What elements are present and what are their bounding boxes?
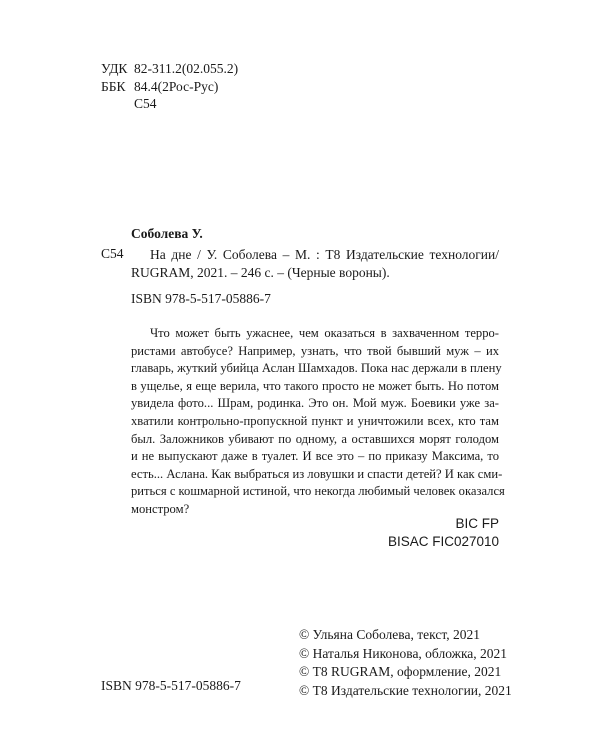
author-mark-row [101, 95, 238, 113]
bibliographic-description [131, 246, 499, 282]
annotation-line: риться с кошмарной истиной, что некогда любимый человек оказался [131, 484, 505, 499]
bbk-value: 84.4(2Рос-Рус) [134, 78, 219, 94]
bbk-label: ББК [101, 78, 126, 94]
author-mark: С54 [134, 96, 157, 111]
annotation-line: Что может быть ужаснее, чем оказаться в захваченном терро- [150, 326, 499, 340]
bic-code: BIC FP [455, 516, 499, 531]
isbn-bottom: ISBN 978-5-517-05886-7 [101, 678, 241, 693]
copyright-block [299, 626, 512, 700]
biblio-line: На дне / У. Соболева – М. : Т8 Издательские технологии/ [150, 247, 499, 262]
annotation-line: монстром? [131, 501, 190, 516]
annotation-line: есть... Аслана. Как выбраться из ловушки и спасти детей? И как сми- [131, 466, 503, 481]
annotation-line: хватили контрольно-пропускной пункт и уничтожили всех, кто там [131, 413, 499, 428]
catalog-code: С54 [101, 246, 124, 261]
bisac-code: BISAC FIC027010 [387, 534, 499, 549]
annotation-line: был. Заложников убивают по одному, а оставшихся морят голодом [131, 431, 499, 446]
copyright-line: © Т8 RUGRAM, оформление, 2021 [299, 664, 502, 679]
author-name: Соболева У. [131, 226, 203, 241]
biblio-line: RUGRAM, 2021. – 246 с. – (Черные вороны). [131, 265, 390, 280]
copyright-line: © Наталья Никонова, обложка, 2021 [299, 645, 508, 661]
copyright-line: © Т8 Издательские технологии, 2021 [299, 682, 512, 698]
udk-value: 82-311.2(02.055.2) [134, 61, 239, 76]
classification-block [101, 60, 238, 113]
annotation [131, 325, 505, 519]
bbk-row [101, 78, 238, 96]
annotation-line: в ущелье, я еще верила, что такого просто не может быть. Но потом [131, 378, 499, 393]
udk-label: УДК [101, 61, 128, 76]
annotation-line: главарь, жуткий убийца Аслан Шамхадов. Пока нас держали в плену [131, 361, 502, 376]
subject-codes [388, 515, 499, 551]
annotation-line: увидела фото... Шрам, родинка. Это он. Мой муж. Боевики уже за- [131, 396, 499, 411]
annotation-line: и не выпускают даже в туалет. И все это – по приказу Максима, то [131, 449, 499, 464]
udk-row [101, 60, 238, 78]
isbn-top: ISBN 978-5-517-05886-7 [131, 291, 271, 306]
annotation-line: ристами автобусе? Например, узнать, что твой бывший муж – их [131, 343, 499, 358]
copyright-line: © Ульяна Соболева, текст, 2021 [299, 627, 480, 642]
